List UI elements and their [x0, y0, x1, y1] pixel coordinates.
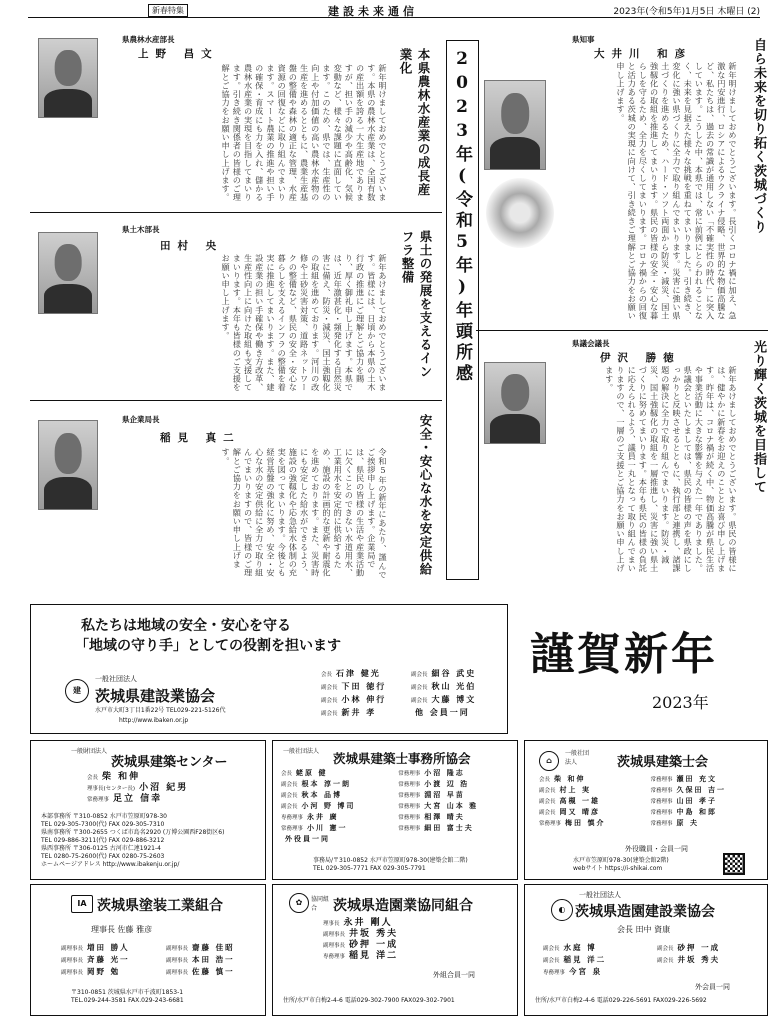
- member-entry: [323, 919, 398, 929]
- member-name: 高槻 一雄: [559, 797, 600, 805]
- member-entry: [323, 952, 398, 962]
- member-role: 副会長: [657, 958, 674, 964]
- member-list: [281, 769, 511, 845]
- member-role: 副会長: [543, 958, 560, 964]
- article-assembly: [476, 334, 768, 584]
- greeting-box: [512, 604, 768, 734]
- person-name: 伊沢 勝徳: [600, 352, 681, 364]
- headline: 県土の発展を支えるインフラ整備: [400, 230, 433, 379]
- member-entry: [543, 943, 647, 954]
- member-entry: [411, 695, 501, 706]
- contact-lines: [41, 813, 224, 869]
- website: http://www.ibaken.or.jp: [119, 717, 189, 724]
- member-list: [87, 773, 188, 805]
- contact-line: 県南事務所 〒300-2655 つくば市島名2920 (万博公園西F28街区6): [41, 829, 225, 836]
- member-role: 常務理事: [87, 797, 110, 803]
- contact-line: 住所/水戸市白梅2-4-6 電話029-226-5691 FAX029-226-5692: [535, 997, 707, 1004]
- org-name: 茨城県塗装工業組合: [97, 898, 223, 914]
- tail: 外会員一同: [695, 983, 730, 991]
- member-name: 岡又 晴彦: [559, 808, 600, 816]
- member-entry: [321, 669, 411, 680]
- member-list: [543, 943, 761, 978]
- member-entry: [539, 786, 641, 796]
- member-role: 副理事長: [166, 970, 189, 976]
- qr-code-icon: [723, 853, 745, 875]
- member-name: 小川 憲一: [307, 824, 348, 832]
- member-entry: [87, 784, 188, 794]
- member-name: 細谷 武史: [431, 669, 477, 678]
- member-name: 稲見 洋二: [563, 955, 607, 964]
- portrait-photo: [38, 232, 98, 314]
- member-role: 副会長: [411, 685, 428, 691]
- ad-kenchikushi-jimusho: [272, 740, 518, 880]
- member-entry: [61, 943, 156, 954]
- contact-lines: [283, 997, 455, 1005]
- member-name: 中島 和郎: [676, 808, 717, 816]
- article-body: 新年明けましておめでとうございます。本県の農林水産業は、全国有数の産出額を誇る一大生産地でありますが、担い手の減少や高齢化、気候変動など、様々な課題に直面しています。このため、県では、生産性の向上や付加価値の高い農林水産物の生産を進めるとともに、農業生産基盤の整備や森林の適正な管理、水産資源の回復などに取り組んでまいります。スマート農業の推進や担い手の確保・育成にも力を入れ、儲かる農林水産業の実現を目指してまいります。引き続き関係者の皆様のご理解とご協力をお願い申し上げます。: [221, 64, 388, 202]
- member-entry: [651, 808, 762, 818]
- member-name: 小沼 隆志: [424, 769, 465, 777]
- member-entry: [651, 786, 762, 796]
- member-role: 副会長: [281, 804, 298, 810]
- member-name: 小林 伸行: [341, 695, 387, 704]
- member-name: 久保田 吉一: [676, 786, 726, 794]
- member-name: 井坂 秀夫: [677, 955, 721, 964]
- contact-lines: [71, 989, 184, 1005]
- headline: 光り輝く茨城を目指して: [751, 340, 766, 494]
- contact-line: 県西事務所 〒306-0125 古河市仁連1921-4: [41, 845, 161, 852]
- contact-line: ホームページアドレス http://www.ibakenju.or.jp/: [41, 861, 180, 868]
- article-body: 令和5年の新年にあたり、謹んでご挨拶申し上げます。企業局では、県民の皆様の生活や産業活動に欠くことのできない水道用水、工業用水を安定的に供給するため、施設の計画的な更新や耐震化を進めております。また、災害時にも安定した給水ができるよう、施設の強靱化や応急給水体制の充実を図ってまいります。今後とも経営基盤の強化に努め、安全・安心な水の安定供給に全力で取り組んでまいりますので、皆様のご理解とご協力をお願い申し上げます。: [221, 448, 388, 579]
- headline: 自ら未来を切り拓く茨城づくり: [751, 38, 766, 234]
- member-name: 根本 淳一朗: [301, 780, 351, 788]
- contact-line: webサイト https://i-shikai.com: [573, 865, 663, 872]
- member-entry: [657, 955, 761, 966]
- member-entry: [398, 791, 511, 801]
- contact-lines: [535, 997, 707, 1005]
- member-entry: [281, 835, 388, 845]
- org-prefix: 一般社団法人: [95, 675, 137, 683]
- member-role: 専務理事: [281, 815, 304, 821]
- org-prefix: 一般社団法人: [283, 748, 320, 755]
- member-entry: [411, 669, 501, 680]
- member-role: 理事長: [323, 921, 340, 927]
- role: 県土木部長: [122, 225, 160, 234]
- member-entry: [657, 943, 761, 954]
- contact-line: 事務局/〒310-0852 水戸市笠原町978-30(建築会館二階): [313, 857, 468, 864]
- member-entry: [398, 780, 511, 790]
- role: 県議会議長: [572, 339, 610, 348]
- article-body: 新年あけましておめでとうございます。県民の皆様には、健やかに新春をお迎えのこととお喜び申し上げます。昨年は、コロナ禍が続く中、物価高騰が県民生活や事業活動に大きな影響を与えた一年でありました。県議会といたしましては、県民の皆様の声を県政にしっかりと反映させるとともに、執行部と連携し、諸課題の解決に全力で取り組んでまいります。防災・減災、国土強靱化の取組を一層推進し、災害に強い県土づくりに努めてまいります。本年も県民の皆様の負託に応えられるよう、議員一丸となって取り組んでまいりますので、一層のご支援とご協力をお願い申し上げます。: [604, 366, 738, 573]
- member-entry: [323, 941, 398, 951]
- portrait-photo: [38, 38, 98, 118]
- chairman: 会長 田中 資康: [617, 925, 671, 934]
- chairman: 理事長 佐藤 雅彦: [91, 925, 153, 934]
- member-entry: [651, 797, 762, 807]
- ad-kenchikushikai: [524, 740, 768, 880]
- member-role: 副理事長: [323, 943, 346, 949]
- member-role: 副会長: [539, 788, 556, 794]
- member-list: [321, 669, 501, 719]
- member-entry: [166, 943, 261, 954]
- member-role: 副会長: [411, 698, 428, 704]
- member-name: 淵沼 早苗: [424, 791, 465, 799]
- tail: 外役職員・会員一同: [625, 845, 688, 853]
- member-role: 常務理事: [398, 826, 421, 832]
- member-role: 副理事長: [323, 932, 346, 938]
- feature-title: 2023年(令和5年)年頭所感: [446, 40, 479, 580]
- address: 水戸市大町3丁目1番22号 TEL029-221-5126代: [95, 707, 226, 714]
- member-entry: [543, 955, 647, 966]
- member-name: 村上 実: [559, 786, 591, 794]
- org-prefix: 一般社団法人: [579, 891, 621, 899]
- member-name: 秋本 品博: [301, 791, 342, 799]
- member-name: 秋山 光伯: [431, 682, 477, 691]
- member-name: 齋藤 佳昭: [192, 943, 235, 952]
- member-role: 常務理事: [398, 782, 421, 788]
- member-role: 副理事長: [166, 958, 189, 964]
- flower-decoration: [486, 178, 554, 248]
- ad-zoen-kumiai: [272, 884, 518, 1016]
- person-name: 大井川 和彦: [594, 48, 693, 60]
- member-list: [323, 919, 398, 962]
- slogan-1: 私たちは地域の安全・安心を守る: [81, 618, 291, 634]
- member-entry: [411, 682, 501, 693]
- member-entry: [87, 773, 188, 783]
- org-name: 茨城県建設業協会: [95, 687, 216, 705]
- member-role: 専務理事: [543, 970, 566, 976]
- org-prefix: 一般財団法人: [71, 748, 108, 755]
- article-enterprise: [30, 404, 442, 582]
- member-role: 常務理事: [398, 815, 421, 821]
- member-name: 小沼 紀男: [139, 783, 189, 793]
- member-role: 常務理事: [650, 821, 673, 827]
- member-name: 佐藤 慎一: [192, 967, 235, 976]
- member-name: 稲見 洋二: [349, 951, 399, 961]
- org-prefix: 協同組合: [311, 896, 330, 912]
- member-name: 斉藤 光一: [87, 955, 130, 964]
- member-entry: [281, 769, 388, 779]
- org-name: 茨城県建築センター: [111, 755, 228, 770]
- member-role: 常務理事: [650, 788, 673, 794]
- member-entry: [411, 708, 501, 719]
- member-role: 会長: [539, 777, 551, 783]
- ad-kensetsu-kyokai: [30, 604, 508, 734]
- article-body: 新年明けましておめでとうございます。長引くコロナ禍に加え、急激な円安進行、ロシアによるウクライナ侵略、世界的な物価高騰など、私たちは、過去の常識が通用しない「不確実性の時代」に突入しています。こうした中、本県では、常に前例にとらわれることなく、未来を見据えた様々な挑戦を重ねてまいりました。引き続き、変化に強い県づくりに全力で取り組んでまいります。災害に強い県土づくりを進めるため、ハード・ソフト両面から防災・減災、国土強靱化の取組を推進してまいります。県民の皆様の安全・安心な暮らしを守るため、全力を尽くしてまいります。コロナ禍からの回復と活力ある茨城の実現に向けて、引き続きご理解とご協力をお願い申し上げます。: [615, 62, 738, 320]
- contact-line: TEL 029-886-3211(代) FAX 029-886-3212: [41, 837, 165, 844]
- org-name: 茨城県造園建設業協会: [575, 904, 715, 920]
- member-name: 本田 浩一: [192, 955, 235, 964]
- member-entry: [651, 775, 762, 785]
- member-role: 副理事長: [61, 946, 84, 952]
- member-name: 永井 剛人: [343, 918, 393, 928]
- person-name: 田村 央: [160, 240, 224, 252]
- member-entry: [539, 819, 641, 829]
- contact-line: TEL 029-305-7771 FAX 029-305-7791: [313, 865, 426, 872]
- member-role: 常務理事: [281, 826, 304, 832]
- member-entry: [87, 795, 188, 805]
- member-name: 相澤 晴夫: [424, 813, 465, 821]
- member-role: 副会長: [657, 946, 674, 952]
- portrait-photo: [484, 362, 546, 444]
- member-name: 水庭 博: [563, 943, 597, 952]
- contact-line: TEL 029-305-7300(代) FAX 029-305-7310: [41, 821, 165, 828]
- member-entry: [543, 967, 647, 978]
- member-role: 専務理事: [323, 954, 346, 960]
- member-name: 砂押 一成: [349, 940, 399, 950]
- member-name: 柴 和伸: [554, 775, 586, 783]
- member-role: 常務理事: [398, 793, 421, 799]
- member-name: 砂押 一成: [677, 943, 721, 952]
- org-name: 茨城県建築士事務所協会: [333, 751, 471, 766]
- member-name: 柴 和伸: [102, 772, 141, 782]
- org-name: 茨城県造園業協同組合: [333, 898, 473, 914]
- contact-lines: [313, 857, 468, 873]
- tail: 外組合員一同: [433, 971, 475, 979]
- org-name: 茨城県建築士会: [617, 755, 709, 770]
- issue-date: 2023年(令和5年)1月5日 木曜日 (2): [613, 7, 760, 17]
- person-name: 稲見 真二: [160, 432, 241, 444]
- member-name: 永井 廣: [307, 813, 339, 821]
- member-entry: [166, 955, 261, 966]
- member-list: [61, 943, 261, 978]
- zoen-kyokai-logo: ◐: [551, 899, 573, 921]
- contact-line: 水戸市笠原町978-30(建築会館2階): [573, 857, 669, 864]
- contact-line: 本部事務所 〒310-0852 水戸市笠原町978-30: [41, 813, 167, 820]
- member-entry: [321, 682, 411, 693]
- ad-tosou-kumiai: [30, 884, 266, 1016]
- ad-kenchiku-center: [30, 740, 266, 880]
- member-role: 常務理事: [398, 804, 421, 810]
- member-role: 副理事長: [61, 958, 84, 964]
- member-role: 副会長: [281, 782, 298, 788]
- role: 県農林水産部長: [122, 35, 175, 44]
- kyokai-logo: 建: [65, 679, 89, 703]
- member-name: 細田 富士夫: [424, 824, 474, 832]
- member-name: 他 会員一同: [415, 708, 470, 717]
- contact-lines: [573, 857, 669, 873]
- member-role: 副会長: [321, 685, 338, 691]
- member-name: 足立 信幸: [113, 794, 163, 804]
- article-body: 新年あけましておめでとうございます。皆様には、日頃から本県の土木行政の推進にご理解とご協力を賜り、厚く御礼申し上げます。本県では、近年激甚化・頻発化する自然災害に備え、防災・減災、国土強靱化の取組を進めております。河川の改修や土砂災害対策、道路ネットワークの整備など、県民の安全・安心な暮らしを支えるインフラの整備を着実に推進してまいります。また、建設産業の担い手確保や働き方改革、生産性向上に向けた取組も支援してまいります。本年も皆様のご支援をお願い申し上げます。: [221, 254, 388, 392]
- contact-line: 〒310-0851 茨城県水戸市千波町1853-1: [71, 989, 184, 996]
- member-role: 副会長: [539, 810, 556, 816]
- member-entry: [539, 775, 641, 785]
- member-name: 梅田 慎介: [565, 819, 606, 827]
- member-entry: [398, 824, 511, 834]
- contact-line: TEL.029-244-3581 FAX.029-243-6681: [71, 997, 184, 1004]
- member-entry: [321, 708, 411, 719]
- contact-line: TEL 0280-75-2600(代) FAX 0280-75-2603: [41, 853, 165, 860]
- section-tag: 新春特集: [148, 4, 188, 17]
- member-role: 会長: [87, 775, 99, 781]
- person-name: 上野 昌文: [138, 48, 219, 60]
- member-name: 井坂 秀夫: [349, 929, 399, 939]
- member-name: 大藤 博文: [431, 695, 477, 704]
- portrait-photo: [38, 420, 98, 510]
- portrait-photo: [484, 80, 546, 170]
- zoen-kumiai-logo: ✿: [289, 893, 309, 913]
- member-role: 会長: [321, 672, 333, 678]
- member-role: 常務理事: [650, 799, 673, 805]
- slogan-2: 「地域の守り手」としての役割を担います: [75, 638, 341, 654]
- member-role: 副会長: [281, 793, 298, 799]
- member-entry: [539, 797, 641, 807]
- newspaper-name: 建設未来通信: [328, 5, 418, 18]
- member-role: 常務理事: [650, 810, 673, 816]
- member-entry: [398, 802, 511, 812]
- member-role: 常務理事: [398, 771, 421, 777]
- member-name: 小渡 辺 浩: [424, 780, 470, 788]
- member-entry: [61, 967, 156, 978]
- member-name: 瀬田 充文: [676, 775, 717, 783]
- member-entry: [281, 780, 388, 790]
- org-prefix: 一般社団法人: [565, 750, 590, 766]
- greeting-year: 2023年: [652, 693, 709, 712]
- member-role: 副会長: [411, 672, 428, 678]
- member-role: 理事長(センター長): [87, 786, 136, 792]
- page-header: [28, 4, 760, 18]
- member-name: 山田 孝子: [676, 797, 717, 805]
- member-list: [539, 775, 761, 829]
- member-entry: [281, 824, 388, 834]
- member-role: 副会長: [321, 698, 338, 704]
- greeting-text: 謹賀新年: [530, 629, 718, 680]
- member-role: 常務理事: [650, 777, 673, 783]
- member-role: 副理事長: [166, 946, 189, 952]
- headline: 安全・安心な水を安定供給: [418, 414, 433, 576]
- member-entry: [321, 695, 411, 706]
- member-name: 大宮 山本 雅: [424, 802, 479, 810]
- member-name: 石津 健光: [336, 669, 381, 678]
- member-name: 下田 徳行: [341, 682, 387, 691]
- member-entry: [651, 819, 762, 829]
- member-entry: [281, 791, 388, 801]
- member-entry: [398, 813, 511, 823]
- member-role: 副会長: [539, 799, 556, 805]
- ad-zoen-kyokai: [524, 884, 768, 1016]
- member-name: 蛯原 健: [296, 769, 328, 777]
- member-role: 副理事長: [61, 970, 84, 976]
- headline: 本県農林水産業の成長産業化: [398, 48, 431, 197]
- member-name: 原 夫: [676, 819, 699, 827]
- member-name: 今宮 泉: [569, 967, 603, 976]
- member-role: 副会長: [321, 711, 338, 717]
- member-name: 外役員一同: [285, 835, 330, 843]
- member-entry: [61, 955, 156, 966]
- member-name: 新井 孝: [341, 708, 377, 717]
- article-agri: [30, 28, 442, 208]
- member-entry: [398, 769, 511, 779]
- member-name: 増田 勝人: [87, 943, 130, 952]
- role: 県知事: [572, 35, 595, 44]
- article-civil: [30, 216, 442, 396]
- article-governor: [476, 28, 768, 328]
- member-entry: [166, 967, 261, 978]
- member-name: 岡野 勉: [87, 967, 121, 976]
- member-entry: [323, 930, 398, 940]
- contact-line: 住所/水戸市白梅2-4-6 電話029-302-7900 FAX029-302-7901: [283, 997, 455, 1004]
- member-role: 副会長: [543, 946, 560, 952]
- member-entry: [281, 813, 388, 823]
- member-entry: [281, 802, 388, 812]
- member-role: 常務理事: [539, 821, 562, 827]
- member-entry: [539, 808, 641, 818]
- member-role: 会長: [281, 771, 293, 777]
- tosou-logo: IA: [71, 895, 93, 913]
- member-name: 小河 野 博司: [301, 802, 356, 810]
- kenchikushikai-logo: ⌂: [539, 751, 559, 771]
- role: 県企業局長: [122, 415, 160, 424]
